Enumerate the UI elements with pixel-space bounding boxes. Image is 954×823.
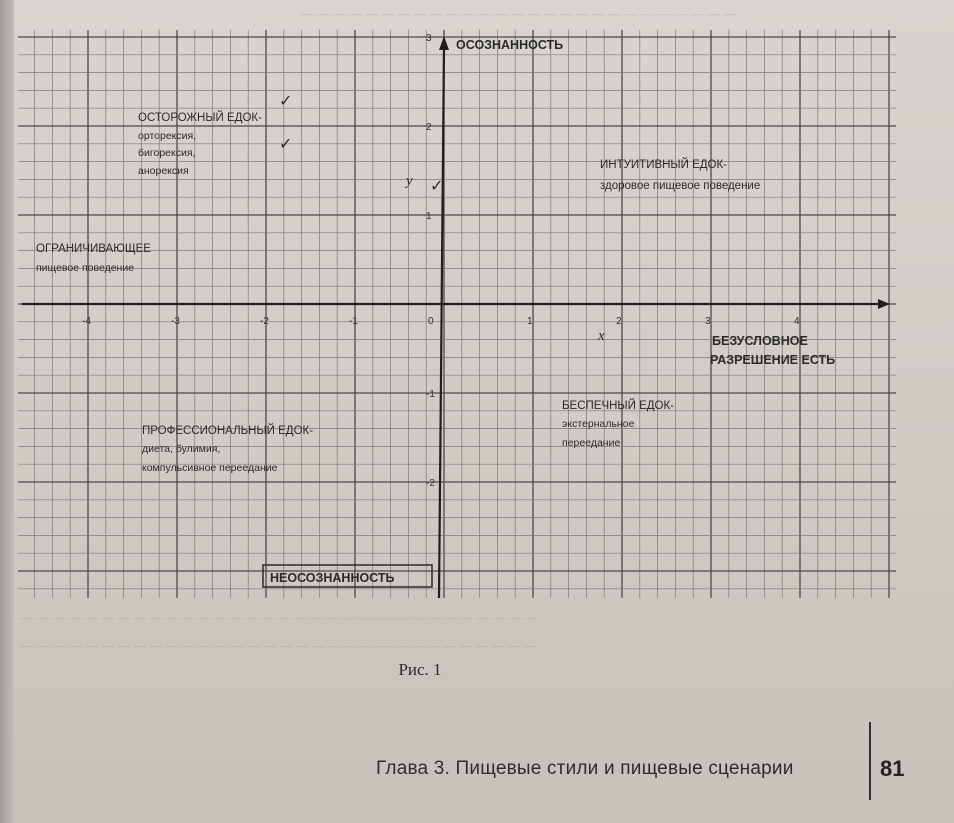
figure-caption: Рис. 1 [398,660,442,679]
x-axis-letter: x [598,328,605,344]
y-axis-arrow-icon [439,36,449,50]
y-tick-label: 3 [426,33,432,44]
restrictive-eating-title: ОГРАНИЧИВАЮЩЕЕ [36,243,151,255]
intuitive-eater-title: ИНТУИТИВНЫЙ ЕДОК- [600,159,728,171]
professional-eater-title: ПРОФЕССИОНАЛЬНЫЙ ЕДОК- [142,425,314,437]
x-tick-label: 2 [616,316,622,327]
y-tick-label: 1 [426,211,432,222]
y-tick-label: -2 [426,478,435,489]
carefree-eater-line: экстернальное [562,418,635,430]
origin-label: 0 [428,316,434,327]
y-tick-label: 2 [426,122,432,133]
y-axis-letter: y [406,173,413,189]
cautious-eater-line: анорексия [138,165,189,177]
x-tick-label: -2 [260,316,269,327]
intuitive-eater-line: здоровое пищевое поведение [600,180,761,192]
x-tick-label: -4 [82,316,91,327]
cautious-eater-line: орторексия, [138,130,197,142]
professional-eater-line: компульсивное переедание [142,462,278,474]
axis-label-permission-1: БЕЗУСЛОВНОЕ [712,334,808,348]
show-through-text: — — — — — — — — — — — — — — — — — — — — — — — — — — — — — — — — [20,610,537,625]
page-number: 81 [880,756,905,781]
x-tick-label: -1 [349,316,358,327]
professional-eater-line: диета, булимия, [142,443,221,455]
x-tick-label: 3 [705,316,711,327]
axis-label-permission-2: РАЗРЕШЕНИЕ ЕСТЬ [710,353,836,367]
x-tick-label: -3 [171,316,180,327]
checkmark-icon: ✓ [279,136,293,153]
carefree-eater-line: переедание [562,437,621,449]
checkmark-icon: ✓ [279,93,293,110]
show-through-text: — — — — — — — — — — — — — — — — — — — — — — — — — — — — — — — — [20,638,537,653]
x-tick-label: 1 [527,316,533,327]
x-tick-label: 4 [794,316,800,327]
carefree-eater-title: БЕСПЕЧНЫЙ ЕДОК- [562,400,675,412]
x-axis-arrow-icon [878,299,890,309]
cautious-eater-line: бигорексия, [138,147,196,159]
footer-divider [869,722,871,800]
chapter-title: Глава 3. Пищевые стили и пищевые сценарии [376,758,794,779]
cautious-eater-title: ОСТОРОЖНЫЙ ЕДОК- [138,112,262,124]
y-tick-label: -1 [426,389,435,400]
axis-label-awareness: ОСОЗНАННОСТЬ [456,38,564,52]
axis-label-unawareness: НЕОСОЗНАННОСТЬ [270,571,395,585]
checkmark-icon: ✓ [430,178,444,195]
show-through-text: — — — — — — — — — — — — — — — — — — — — — — — — — — — [300,6,736,21]
restrictive-eating-line: пищевое поведение [36,262,135,274]
